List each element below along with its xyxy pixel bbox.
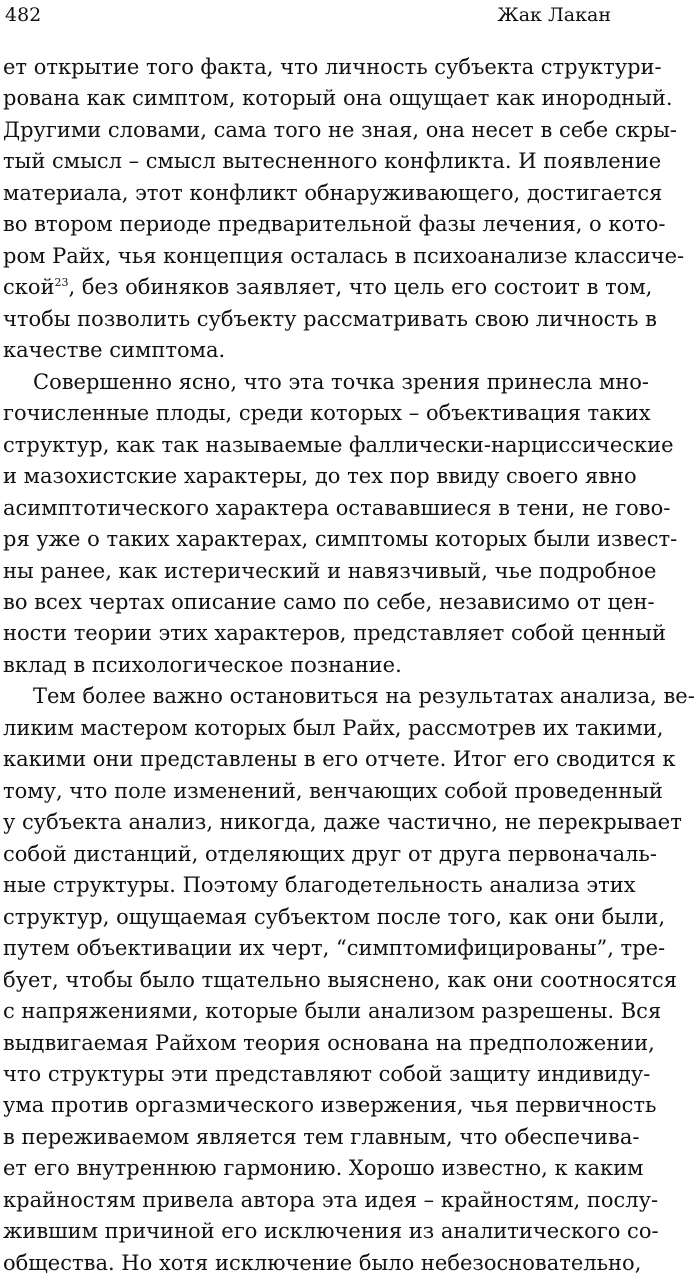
text-line: структур, ощущаемая субъектом после того, как они были,: [3, 904, 666, 929]
text-line: ликим мастером которых был Райх, рассмотрев их такими,: [3, 715, 664, 740]
text-line: рована как симптом, который она ощущает как инородный.: [3, 86, 673, 111]
text-line: что структуры эти представляют собой защиту индивиду-: [3, 1062, 651, 1086]
text-line: в переживаемом является тем главным, что обеспечива-: [3, 1124, 640, 1149]
text-line: асимптотического характера остававшиеся в тени, не гово-: [3, 495, 671, 520]
text-line: ет его внутреннюю гармонию. Хорошо известно, к каким: [3, 1156, 644, 1181]
text-line: гочисленные плоды, среди которых – объективация таких: [3, 401, 651, 426]
text-line: структур, как так называемые фаллически-нарциссические: [3, 432, 674, 457]
text-line: ны ранее, как истерический и навязчивый, чье подробное: [3, 558, 657, 583]
text-line: и мазохистские характеры, до тех пор ввиду своего явно: [3, 464, 637, 489]
text-line: общества. Но хотя исключение было небезосновательно,: [3, 1250, 642, 1275]
text-line: ные структуры. Поэтому благодетельность анализа этих: [3, 873, 636, 898]
text-line: Тем более важно остановиться на результатах анализа, ве-: [33, 684, 695, 709]
text-line: выдвигаемая Райхом теория основана на предположении,: [3, 1030, 655, 1055]
text-line: путем объективации их черт, “симптомифицированы”, тре-: [3, 936, 666, 961]
text-line: качестве симптома.: [3, 338, 226, 363]
text-line: вклад в психологическое познание.: [3, 652, 402, 677]
text-line: ет открытие того факта, что личность субъекта структури-: [3, 55, 662, 79]
text-segment: , без обиняков заявляет, что цель его состоит в том,: [68, 275, 653, 300]
text-line: материала, этот конфликт обнаруживающего, достигается: [3, 180, 663, 205]
text-line: ря уже о таких характерах, симптомы которых были извест-: [3, 527, 678, 552]
text-line: чтобы позволить субъекту рассматривать свою личность в: [3, 306, 657, 331]
text-line: с напряжениями, которые были анализом разрешены. Вся: [3, 999, 662, 1024]
text-line: тый смысл – смысл вытесненного конфликта. И появление: [3, 149, 662, 174]
body-text: [3, 52, 695, 1279]
page-number: 482: [5, 4, 42, 26]
text-line: во втором периоде предварительной фазы лечения, о кото-: [3, 212, 666, 237]
text-line: во всех чертах описание само по себе, независимо от цен-: [3, 589, 655, 614]
text-line: собой дистанций, отделяющих друг от друга первоначаль-: [3, 841, 657, 866]
text-line: Совершенно ясно, что эта точка зрения принесла мно-: [33, 369, 649, 394]
text-line: ума против оргазмического извержения, чья первичность: [3, 1093, 657, 1118]
running-title: Жак Лакан: [497, 4, 611, 26]
text-line: ности теории этих характеров, представляет собой ценный: [3, 621, 666, 646]
running-head: [5, 2, 611, 32]
text-line: тому, что поле изменений, венчающих собой проведенный: [3, 778, 663, 803]
text-line: бует, чтобы было тщательно выяснено, как они соотносятся: [3, 967, 678, 992]
text-line: какими они представлены в его отчете. Итог его сводится к: [3, 747, 676, 772]
text-line: крайностям привела автора эта идея – крайностям, послу-: [3, 1187, 659, 1212]
footnote-reference: 23: [54, 276, 69, 290]
text-line: [3, 272, 653, 303]
text-line: Другими словами, сама того не зная, она несет в себе скры-: [3, 117, 678, 142]
text-line: жившим причиной его исключения из аналитического со-: [3, 1219, 659, 1244]
text-line: ром Райх, чья концепция осталась в психоанализе классиче-: [3, 243, 685, 268]
text-line: у субъекта анализ, никогда, даже частично, не перекрывает: [3, 810, 682, 835]
text-segment: ской: [3, 275, 55, 300]
